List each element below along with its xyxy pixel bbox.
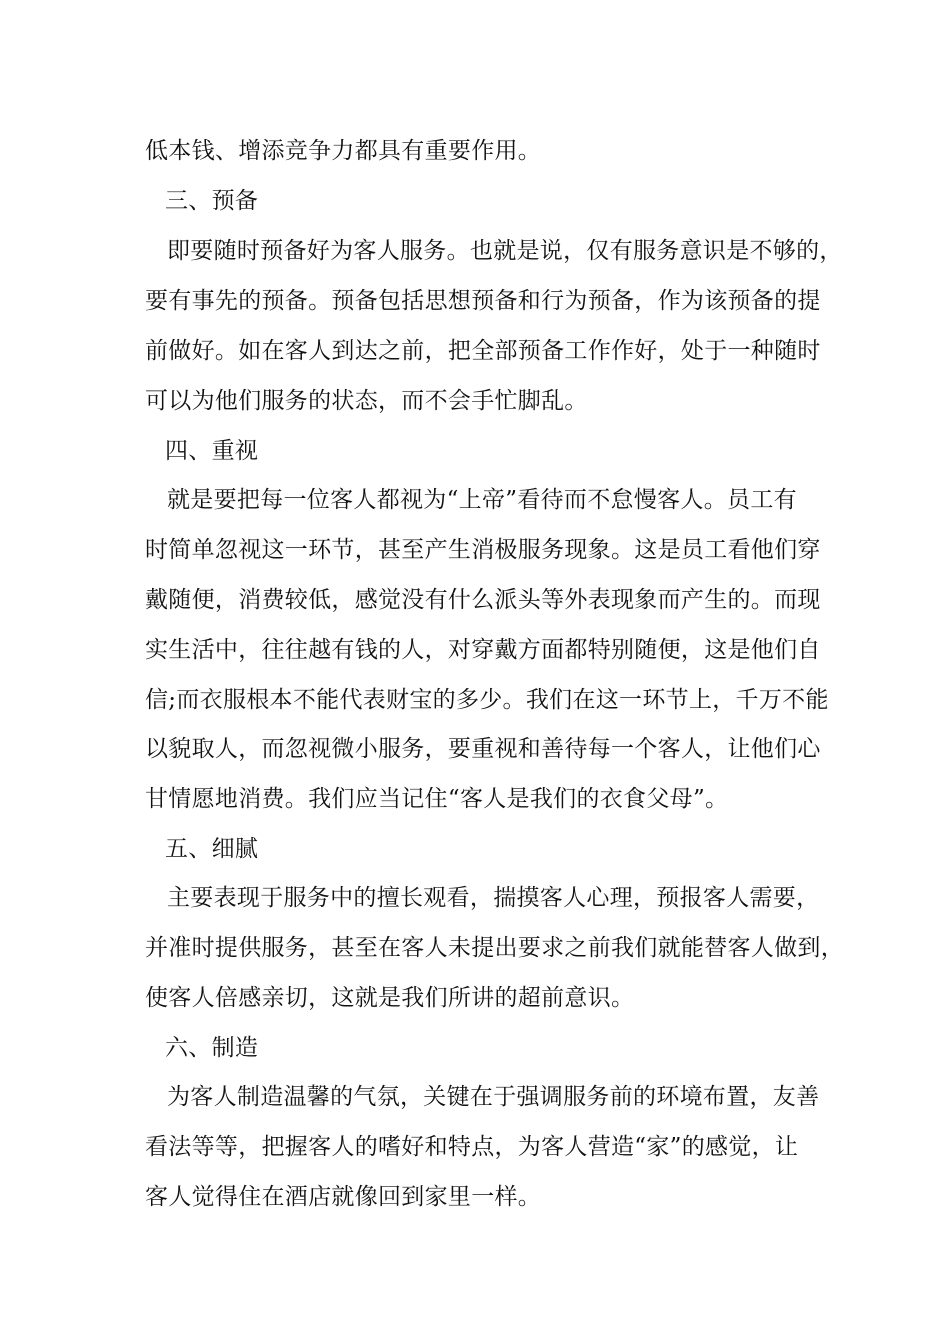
paragraph-line: 看法等等，把握客人的嗜好和特点，为客人营造“家”的感觉，让 [145, 1134, 799, 1160]
paragraph-line: 客人觉得住在酒店就像回到家里一样。 [145, 1184, 542, 1210]
paragraph-line: 实生活中，往往越有钱的人，对穿戴方面都特别随便，这是他们自 [145, 637, 821, 663]
paragraph-line: 以貌取人，而忽视微小服务，要重视和善待每一个客人，让他们心 [145, 736, 821, 762]
section-heading-5: 五、细腻 [165, 836, 259, 862]
paragraph-line: 就是要把每一位客人都视为“上帝”看待而不怠慢客人。员工有 [167, 487, 797, 513]
paragraph-line: 甘情愿地消费。我们应当记住“客人是我们的衣食父母”。 [145, 786, 729, 812]
paragraph-line: 要有事先的预备。预备包括思想预备和行为预备，作为该预备的提 [145, 288, 821, 314]
paragraph-line: 前做好。如在客人到达之前，把全部预备工作作好，处于一种随时 [145, 338, 821, 364]
body-text-line: 低本钱、增添竞争力都具有重要作用。 [145, 138, 542, 164]
paragraph-line: 戴随便，消费较低，感觉没有什么派头等外表现象而产生的。而现 [145, 587, 821, 613]
paragraph-line: 可以为他们服务的状态，而不会手忙脚乱。 [145, 388, 588, 414]
section-heading-4: 四、重视 [165, 438, 259, 464]
section-heading-6: 六、制造 [165, 1035, 259, 1061]
paragraph-line: 为客人制造温馨的气氛，关键在于强调服务前的环境布置，友善 [167, 1084, 820, 1110]
paragraph-line: 信;而衣服根本不能代表财宝的多少。我们在这一环节上，千万不能 [145, 687, 829, 713]
paragraph-line: 使客人倍感亲切，这就是我们所讲的超前意识。 [145, 985, 635, 1011]
paragraph-line: 时简单忽视这一环节，甚至产生消极服务现象。这是员工看他们穿 [145, 537, 821, 563]
paragraph-line: 主要表现于服务中的擅长观看，揣摸客人心理，预报客人需要， [167, 885, 820, 911]
paragraph-line: 并准时提供服务，甚至在客人未提出要求之前我们就能替客人做到， [145, 935, 844, 961]
paragraph-line: 即要随时预备好为客人服务。也就是说，仅有服务意识是不够的， [167, 238, 843, 264]
section-heading-3: 三、预备 [165, 188, 259, 214]
